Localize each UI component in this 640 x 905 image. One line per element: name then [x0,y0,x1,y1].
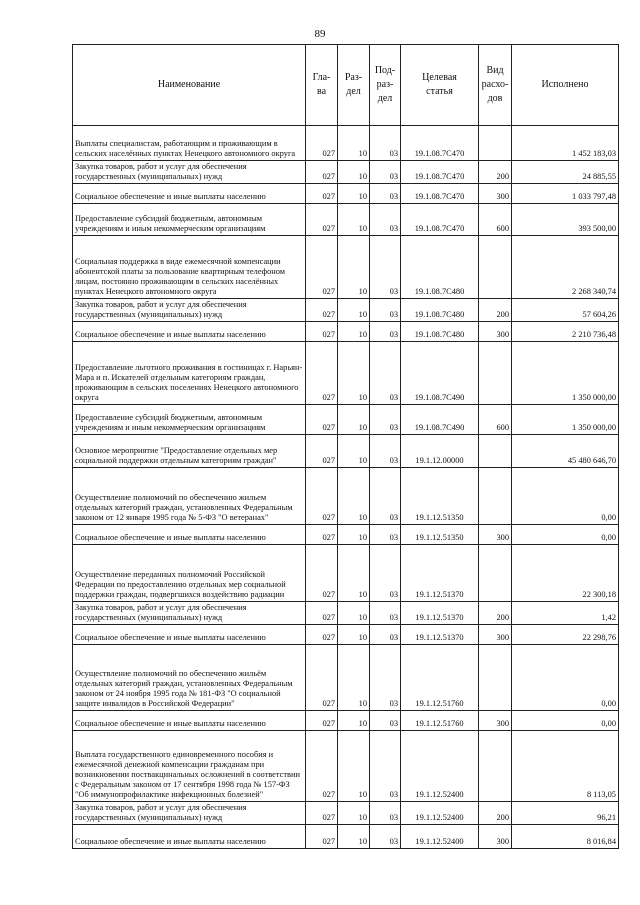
row-name: Предоставление субсидий бюджетным, автономным учреждениям и иным некоммерческим организациям [75,413,266,432]
row-podrazdel: 03 [370,825,401,849]
row-vid: 200 [479,802,512,825]
row-glava: 027 [306,126,338,161]
row-razdel: 10 [338,802,370,825]
row-name-cell [73,126,306,161]
row-name-cell [73,525,306,545]
row-vid [479,126,512,161]
row-name: Выплата государственного единовременного пособия и ежемесячной денежной компенсации гражданам при возникновении поствакцинальных осложнений в соответствии с Федеральным законом от 17 сентября 1998 года № 157-ФЗ "Об иммунопрофилактике инфекционных болезней" [75,750,300,799]
header-razdel: Раз- дел [338,45,370,126]
table-row [73,525,619,545]
row-name-cell [73,602,306,625]
row-vid: 600 [479,405,512,435]
table-row [73,342,619,405]
row-glava: 027 [306,825,338,849]
row-name-cell [73,435,306,468]
row-vid: 200 [479,161,512,184]
row-name-cell [73,468,306,525]
row-vid: 300 [479,525,512,545]
row-vid [479,435,512,468]
row-vid: 300 [479,625,512,645]
row-podrazdel: 03 [370,602,401,625]
table-row [73,161,619,184]
row-glava: 027 [306,731,338,802]
row-name: Осуществление полномочий по обеспечению жильем отдельных категорий граждан, установленных Федеральным законом от 12 января 1995 года № 5-ФЗ "О ветеранах" [75,493,293,522]
table-row [73,405,619,435]
row-amount: 0,00 [512,711,619,731]
row-razdel: 10 [338,525,370,545]
table-row [73,468,619,525]
row-glava: 027 [306,405,338,435]
row-name: Закупка товаров, работ и услуг для обеспечения государственных (муниципальных) нужд [75,162,247,181]
row-amount: 1 350 000,00 [512,342,619,405]
row-target: 19.1.08.7С470 [401,184,479,204]
row-razdel: 10 [338,731,370,802]
row-podrazdel: 03 [370,184,401,204]
row-razdel: 10 [338,126,370,161]
row-target: 19.1.12.52400 [401,802,479,825]
row-amount: 393 500,00 [512,204,619,236]
row-glava: 027 [306,322,338,342]
row-name: Предоставление субсидий бюджетным, автономным учреждениям и иным некоммерческим организациям [75,214,266,233]
row-podrazdel: 03 [370,468,401,525]
row-razdel: 10 [338,161,370,184]
row-glava: 027 [306,342,338,405]
row-vid: 300 [479,322,512,342]
row-amount: 2 210 736,48 [512,322,619,342]
row-name: Осуществление переданных полномочий Российской Федерации по предоставлению отдельных мер социальной поддержки граждан, подвергшихся воздействию радиации [75,570,286,599]
row-amount: 96,21 [512,802,619,825]
row-vid: 200 [479,299,512,322]
row-glava: 027 [306,525,338,545]
row-amount: 45 480 646,70 [512,435,619,468]
row-name-cell [73,645,306,711]
row-name-cell [73,711,306,731]
header-podrazdel: Под- раз- дел [370,45,401,126]
budget-table [72,44,619,849]
row-target: 19.1.08.7С470 [401,204,479,236]
row-glava: 027 [306,236,338,299]
header-vid: Вид расхо- дов [479,45,512,126]
row-razdel: 10 [338,435,370,468]
row-razdel: 10 [338,825,370,849]
row-vid: 300 [479,825,512,849]
row-podrazdel: 03 [370,322,401,342]
row-amount: 0,00 [512,645,619,711]
row-vid [479,236,512,299]
table-row [73,236,619,299]
row-podrazdel: 03 [370,802,401,825]
row-name-cell [73,731,306,802]
row-amount: 0,00 [512,468,619,525]
row-glava: 027 [306,802,338,825]
row-glava: 027 [306,435,338,468]
row-name-cell [73,299,306,322]
row-name: Основное мероприятие "Предоставление отдельных мер социальной поддержки отдельным категориям граждан" [75,446,278,465]
row-amount: 2 268 340,74 [512,236,619,299]
row-vid [479,645,512,711]
table-row [73,184,619,204]
row-target: 19.1.12.52400 [401,731,479,802]
row-podrazdel: 03 [370,711,401,731]
row-name: Социальное обеспечение и иные выплаты населению [75,719,266,728]
row-target: 19.1.12.51370 [401,545,479,602]
row-name: Социальное обеспечение и иные выплаты населению [75,837,266,846]
row-target: 19.1.08.7С480 [401,236,479,299]
row-target: 19.1.12.52400 [401,825,479,849]
row-podrazdel: 03 [370,342,401,405]
row-podrazdel: 03 [370,126,401,161]
row-razdel: 10 [338,602,370,625]
table-row [73,545,619,602]
row-razdel: 10 [338,299,370,322]
row-glava: 027 [306,545,338,602]
row-razdel: 10 [338,545,370,602]
row-target: 19.1.12.51760 [401,711,479,731]
header-name: Наименование [73,45,306,126]
row-target: 19.1.08.7С480 [401,299,479,322]
row-podrazdel: 03 [370,545,401,602]
row-razdel: 10 [338,204,370,236]
row-amount: 24 885,55 [512,161,619,184]
row-podrazdel: 03 [370,625,401,645]
table-row [73,825,619,849]
row-razdel: 10 [338,342,370,405]
table-row [73,435,619,468]
row-name-cell [73,802,306,825]
table-row [73,322,619,342]
row-vid [479,545,512,602]
row-razdel: 10 [338,405,370,435]
row-target: 19.1.08.7С490 [401,405,479,435]
table-row [73,731,619,802]
row-target: 19.1.08.7С480 [401,322,479,342]
row-target: 19.1.12.00000 [401,435,479,468]
row-vid: 300 [479,711,512,731]
row-name-cell [73,625,306,645]
row-name-cell [73,342,306,405]
row-name: Закупка товаров, работ и услуг для обеспечения государственных (муниципальных) нужд [75,603,247,622]
row-name: Социальная поддержка в виде ежемесячной компенсации абонентской платы за пользование квартирным телефоном лицам, постоянно проживающим в сельских населённых пунктах Ненецкого автономного округа [75,257,286,296]
row-name-cell [73,161,306,184]
row-glava: 027 [306,711,338,731]
page-number: 89 [314,28,326,40]
row-glava: 027 [306,602,338,625]
row-target: 19.1.12.51350 [401,525,479,545]
row-amount: 57 604,26 [512,299,619,322]
row-razdel: 10 [338,322,370,342]
row-name-cell [73,204,306,236]
row-podrazdel: 03 [370,161,401,184]
header-amount: Исполнено [512,45,619,126]
row-name: Социальное обеспечение и иные выплаты населению [75,533,266,542]
row-name-cell [73,825,306,849]
row-razdel: 10 [338,625,370,645]
row-amount: 1 452 183,03 [512,126,619,161]
row-glava: 027 [306,625,338,645]
table-row [73,299,619,322]
row-vid [479,731,512,802]
row-amount: 1 350 000,00 [512,405,619,435]
row-vid: 300 [479,184,512,204]
row-name: Выплаты специалистам, работающим и проживающим в сельских населённых пунктах Ненецкого автономного округа [75,139,296,158]
row-vid [479,342,512,405]
row-name-cell [73,184,306,204]
row-razdel: 10 [338,236,370,299]
row-amount: 1,42 [512,602,619,625]
row-name: Закупка товаров, работ и услуг для обеспечения государственных (муниципальных) нужд [75,803,247,822]
row-amount: 1 033 797,48 [512,184,619,204]
header-target: Целевая статья [401,45,479,126]
table-row [73,625,619,645]
row-target: 19.1.12.51760 [401,645,479,711]
row-name-cell [73,236,306,299]
row-target: 19.1.12.51350 [401,468,479,525]
row-target: 19.1.12.51370 [401,625,479,645]
table-header-row [73,45,619,126]
row-vid: 600 [479,204,512,236]
row-amount: 22 298,76 [512,625,619,645]
row-glava: 027 [306,204,338,236]
row-podrazdel: 03 [370,299,401,322]
row-razdel: 10 [338,711,370,731]
row-name-cell [73,545,306,602]
row-name: Социальное обеспечение и иные выплаты населению [75,633,266,642]
table-row [73,711,619,731]
row-amount: 8 016,84 [512,825,619,849]
row-podrazdel: 03 [370,731,401,802]
table-row [73,602,619,625]
row-name: Социальное обеспечение и иные выплаты населению [75,192,266,201]
row-glava: 027 [306,299,338,322]
row-amount: 22 300,18 [512,545,619,602]
table-row [73,802,619,825]
row-razdel: 10 [338,184,370,204]
row-target: 19.1.12.51370 [401,602,479,625]
row-glava: 027 [306,645,338,711]
row-podrazdel: 03 [370,236,401,299]
row-name: Предоставление льготного проживания в гостиницах г. Нарьян-Мара и п. Искателей отдельным категориям граждан, проживающим в сельских поселениях Ненецкого автономного округа [75,363,303,402]
row-podrazdel: 03 [370,435,401,468]
row-razdel: 10 [338,468,370,525]
row-name-cell [73,405,306,435]
row-glava: 027 [306,468,338,525]
row-podrazdel: 03 [370,405,401,435]
row-glava: 027 [306,184,338,204]
row-vid [479,468,512,525]
row-target: 19.1.08.7С470 [401,126,479,161]
row-name: Осуществление полномочий по обеспечению жильём отдельных категорий граждан, установленных Федеральным законом от 24 ноября 1995 года № 181-ФЗ "О социальной защите инвалидов в Российской Федерации" [75,669,293,708]
row-podrazdel: 03 [370,204,401,236]
row-amount: 8 113,05 [512,731,619,802]
row-podrazdel: 03 [370,525,401,545]
table-row [73,126,619,161]
row-glava: 027 [306,161,338,184]
row-podrazdel: 03 [370,645,401,711]
row-target: 19.1.08.7С470 [401,161,479,184]
row-name: Закупка товаров, работ и услуг для обеспечения государственных (муниципальных) нужд [75,300,247,319]
row-razdel: 10 [338,645,370,711]
row-amount: 0,00 [512,525,619,545]
row-target: 19.1.08.7С490 [401,342,479,405]
table-row [73,645,619,711]
header-glava: Гла- ва [306,45,338,126]
row-name-cell [73,322,306,342]
table-row [73,204,619,236]
row-vid: 200 [479,602,512,625]
row-name: Социальное обеспечение и иные выплаты населению [75,330,266,339]
